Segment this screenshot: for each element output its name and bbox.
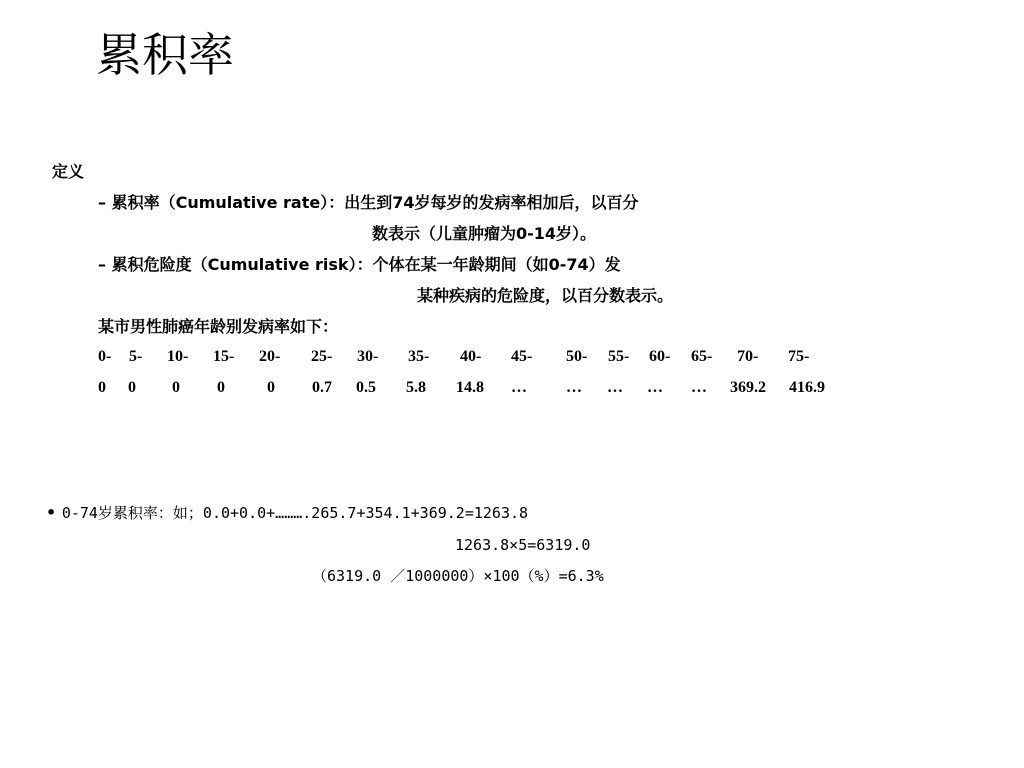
rate-cell: 14.8 (456, 379, 484, 396)
age-group-cell: 10- (167, 348, 189, 365)
rate-cell: 0.7 (312, 379, 332, 396)
rate-cell: 5.8 (406, 379, 426, 396)
age-group-cell: 25- (311, 348, 333, 365)
rate-row (0, 379, 1024, 399)
age-group-cell: 65- (691, 348, 713, 365)
calc-line-3: （6319.0 ／1000000）×100（%）=6.3% (312, 567, 604, 585)
definition-heading: 定义 (52, 162, 85, 181)
age-group-cell: 45- (511, 348, 533, 365)
definition-item-cumulative-risk-line1: – 累积危险度（Cumulative risk）：个体在某一年龄期间（如0-74）发 (98, 255, 621, 274)
rate-cell: 0 (267, 379, 275, 396)
age-group-cell: 30- (357, 348, 379, 365)
rate-cell: … (511, 379, 527, 396)
bullet-marker: • (46, 503, 57, 522)
rate-cell: 369.2 (730, 379, 766, 396)
rate-cell: 0 (128, 379, 136, 396)
rate-cell: … (691, 379, 707, 396)
rate-cell: 0.5 (356, 379, 376, 396)
age-group-cell: 15- (213, 348, 235, 365)
age-group-cell: 60- (649, 348, 671, 365)
age-group-cell: 35- (408, 348, 430, 365)
calc-line-1 (46, 503, 528, 523)
calc-text-1: 0-74岁累积率：如；0.0+0.0+……….265.7+354.1+369.2=1263.8 (61, 504, 529, 522)
rate-cell: 0 (217, 379, 225, 396)
definition-item-cumulative-rate-line1: – 累积率（Cumulative rate）：出生到74岁每岁的发病率相加后，以百分 (98, 193, 639, 212)
age-group-cell: 55- (608, 348, 630, 365)
age-group-cell: 20- (259, 348, 281, 365)
calc-line-2: 1263.8×5=6319.0 (455, 536, 591, 554)
table-caption: 某市男性肺癌年龄别发病率如下： (98, 317, 339, 336)
rate-cell: 0 (172, 379, 180, 396)
age-group-cell: 0- (98, 348, 112, 365)
rate-cell: 0 (98, 379, 106, 396)
age-group-cell: 40- (460, 348, 482, 365)
definition-item-cumulative-rate-line2: 数表示（儿童肿瘤为0-14岁）。 (372, 224, 597, 243)
age-group-cell: 75- (788, 348, 810, 365)
definition-item-cumulative-risk-line2: 某种疾病的危险度，以百分数表示。 (417, 286, 674, 305)
rate-cell: 416.9 (789, 379, 825, 396)
rate-cell: … (607, 379, 623, 396)
rate-cell: … (566, 379, 582, 396)
age-group-cell: 50- (566, 348, 588, 365)
age-group-cell: 70- (737, 348, 759, 365)
age-group-cell: 5- (129, 348, 143, 365)
age-group-row (0, 348, 1024, 368)
rate-cell: … (647, 379, 663, 396)
slide-title: 累积率 (96, 28, 234, 82)
